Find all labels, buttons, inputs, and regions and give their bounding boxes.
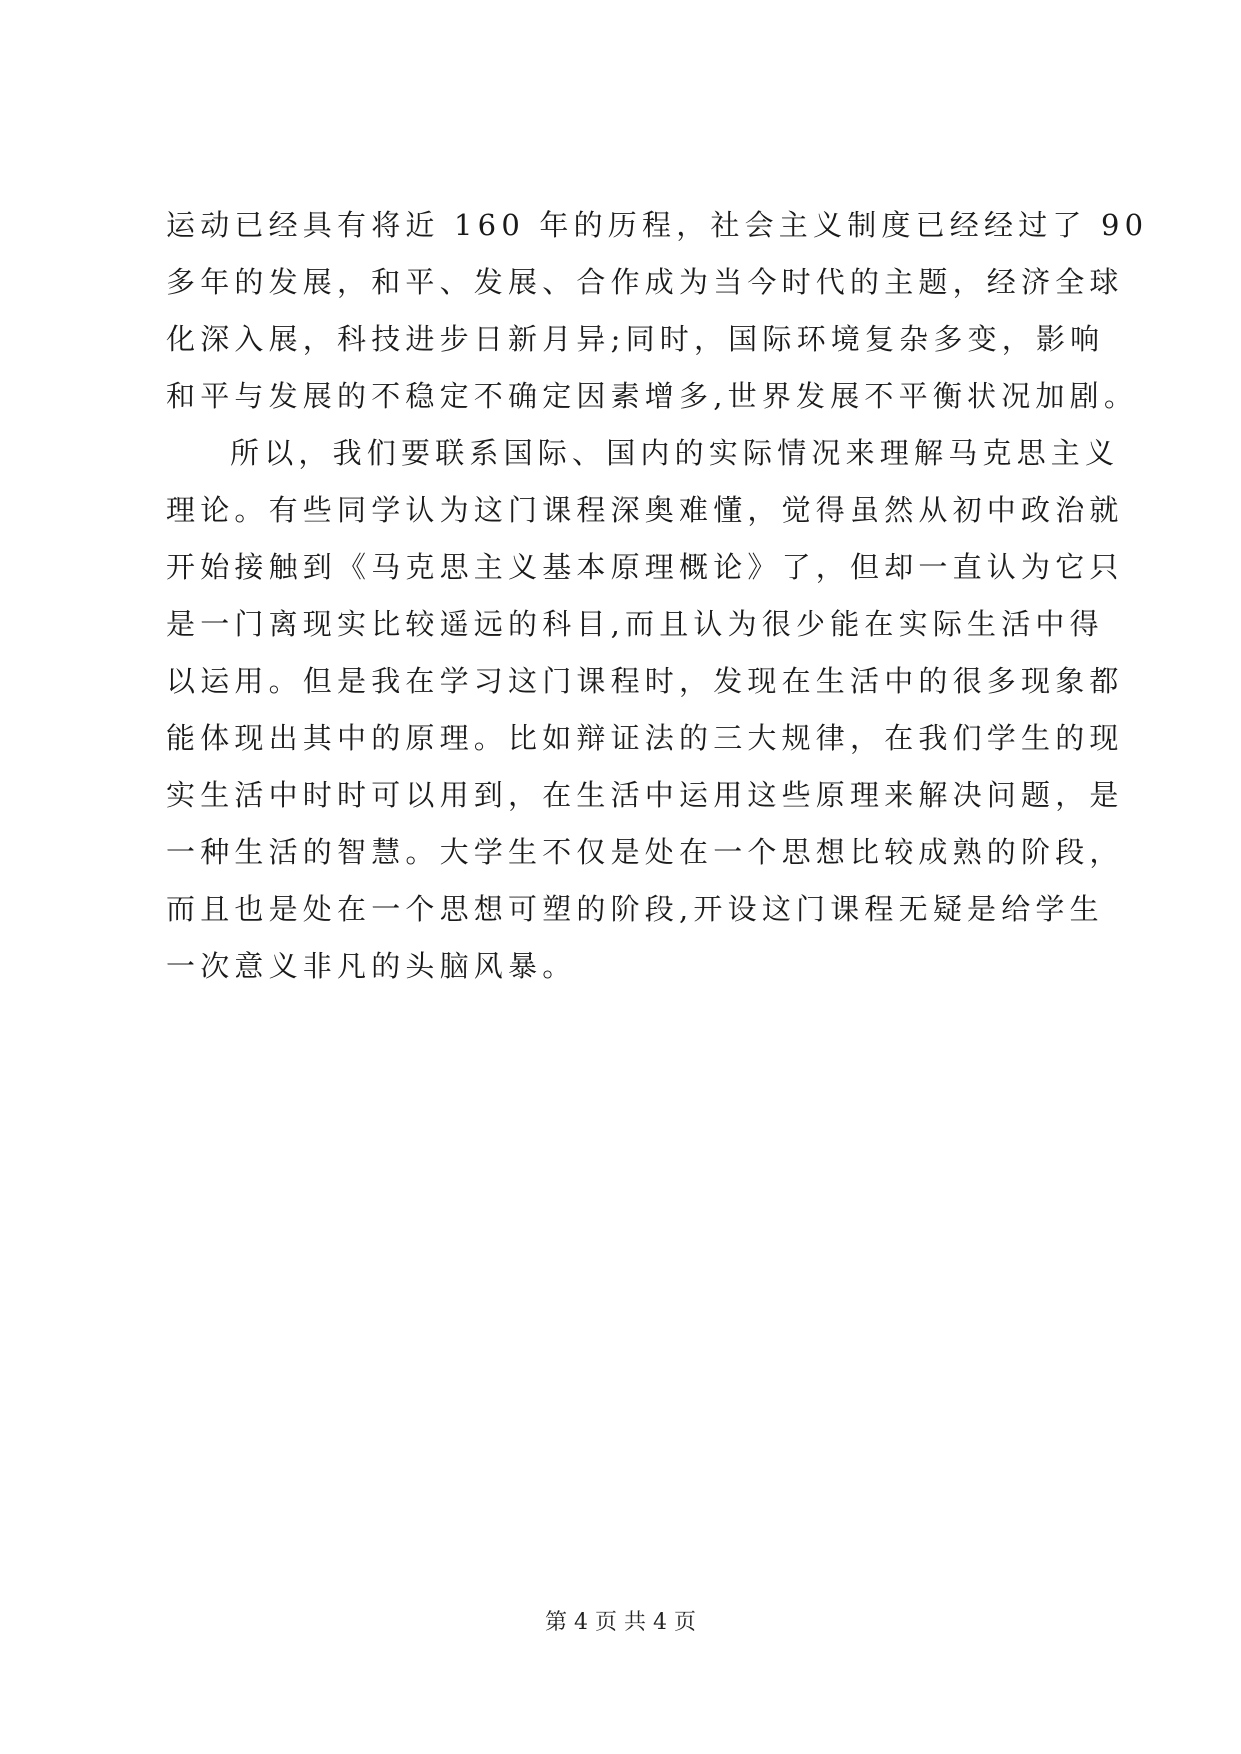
text-line: 开始接触到《马克思主义基本原理概论》了，但却一直认为它只 [166,550,1124,584]
paragraph-first-line: 所以，我们要联系国际、国内的实际情况来理解马克思主义 [230,436,1120,470]
text-line: 理论。有些同学认为这门课程深奥难懂，觉得虽然从初中政治就 [166,493,1124,527]
text-line: 多年的发展，和平、发展、合作成为当今时代的主题，经济全球 [166,265,1124,299]
text-line: 实生活中时时可以用到，在生活中运用这些原理来解决问题，是 [166,778,1124,812]
text-line: 一次意义非凡的头脑风暴。 [166,949,577,983]
text-line: 和平与发展的不稳定不确定因素增多,世界发展不平衡状况加剧。 [166,379,1139,413]
text-line: 能体现出其中的原理。比如辩证法的三大规律，在我们学生的现 [166,721,1124,755]
text-line: 化深入展，科技进步日新月异;同时，国际环境复杂多变，影响 [166,322,1105,356]
page-footer: 第 4 页 共 4 页 [545,1610,696,1635]
text-line: 以运用。但是我在学习这门课程时，发现在生活中的很多现象都 [166,664,1124,698]
text-line: 一种生活的智慧。大学生不仅是处在一个思想比较成熟的阶段， [166,835,1124,869]
text-line: 而且也是处在一个思想可塑的阶段,开设这门课程无疑是给学生 [166,892,1104,926]
text-line: 是一门离现实比较遥远的科目,而且认为很少能在实际生活中得 [166,607,1104,641]
text-line: 运动已经具有将近 160 年的历程，社会主义制度已经经过了 90 [166,208,1149,242]
